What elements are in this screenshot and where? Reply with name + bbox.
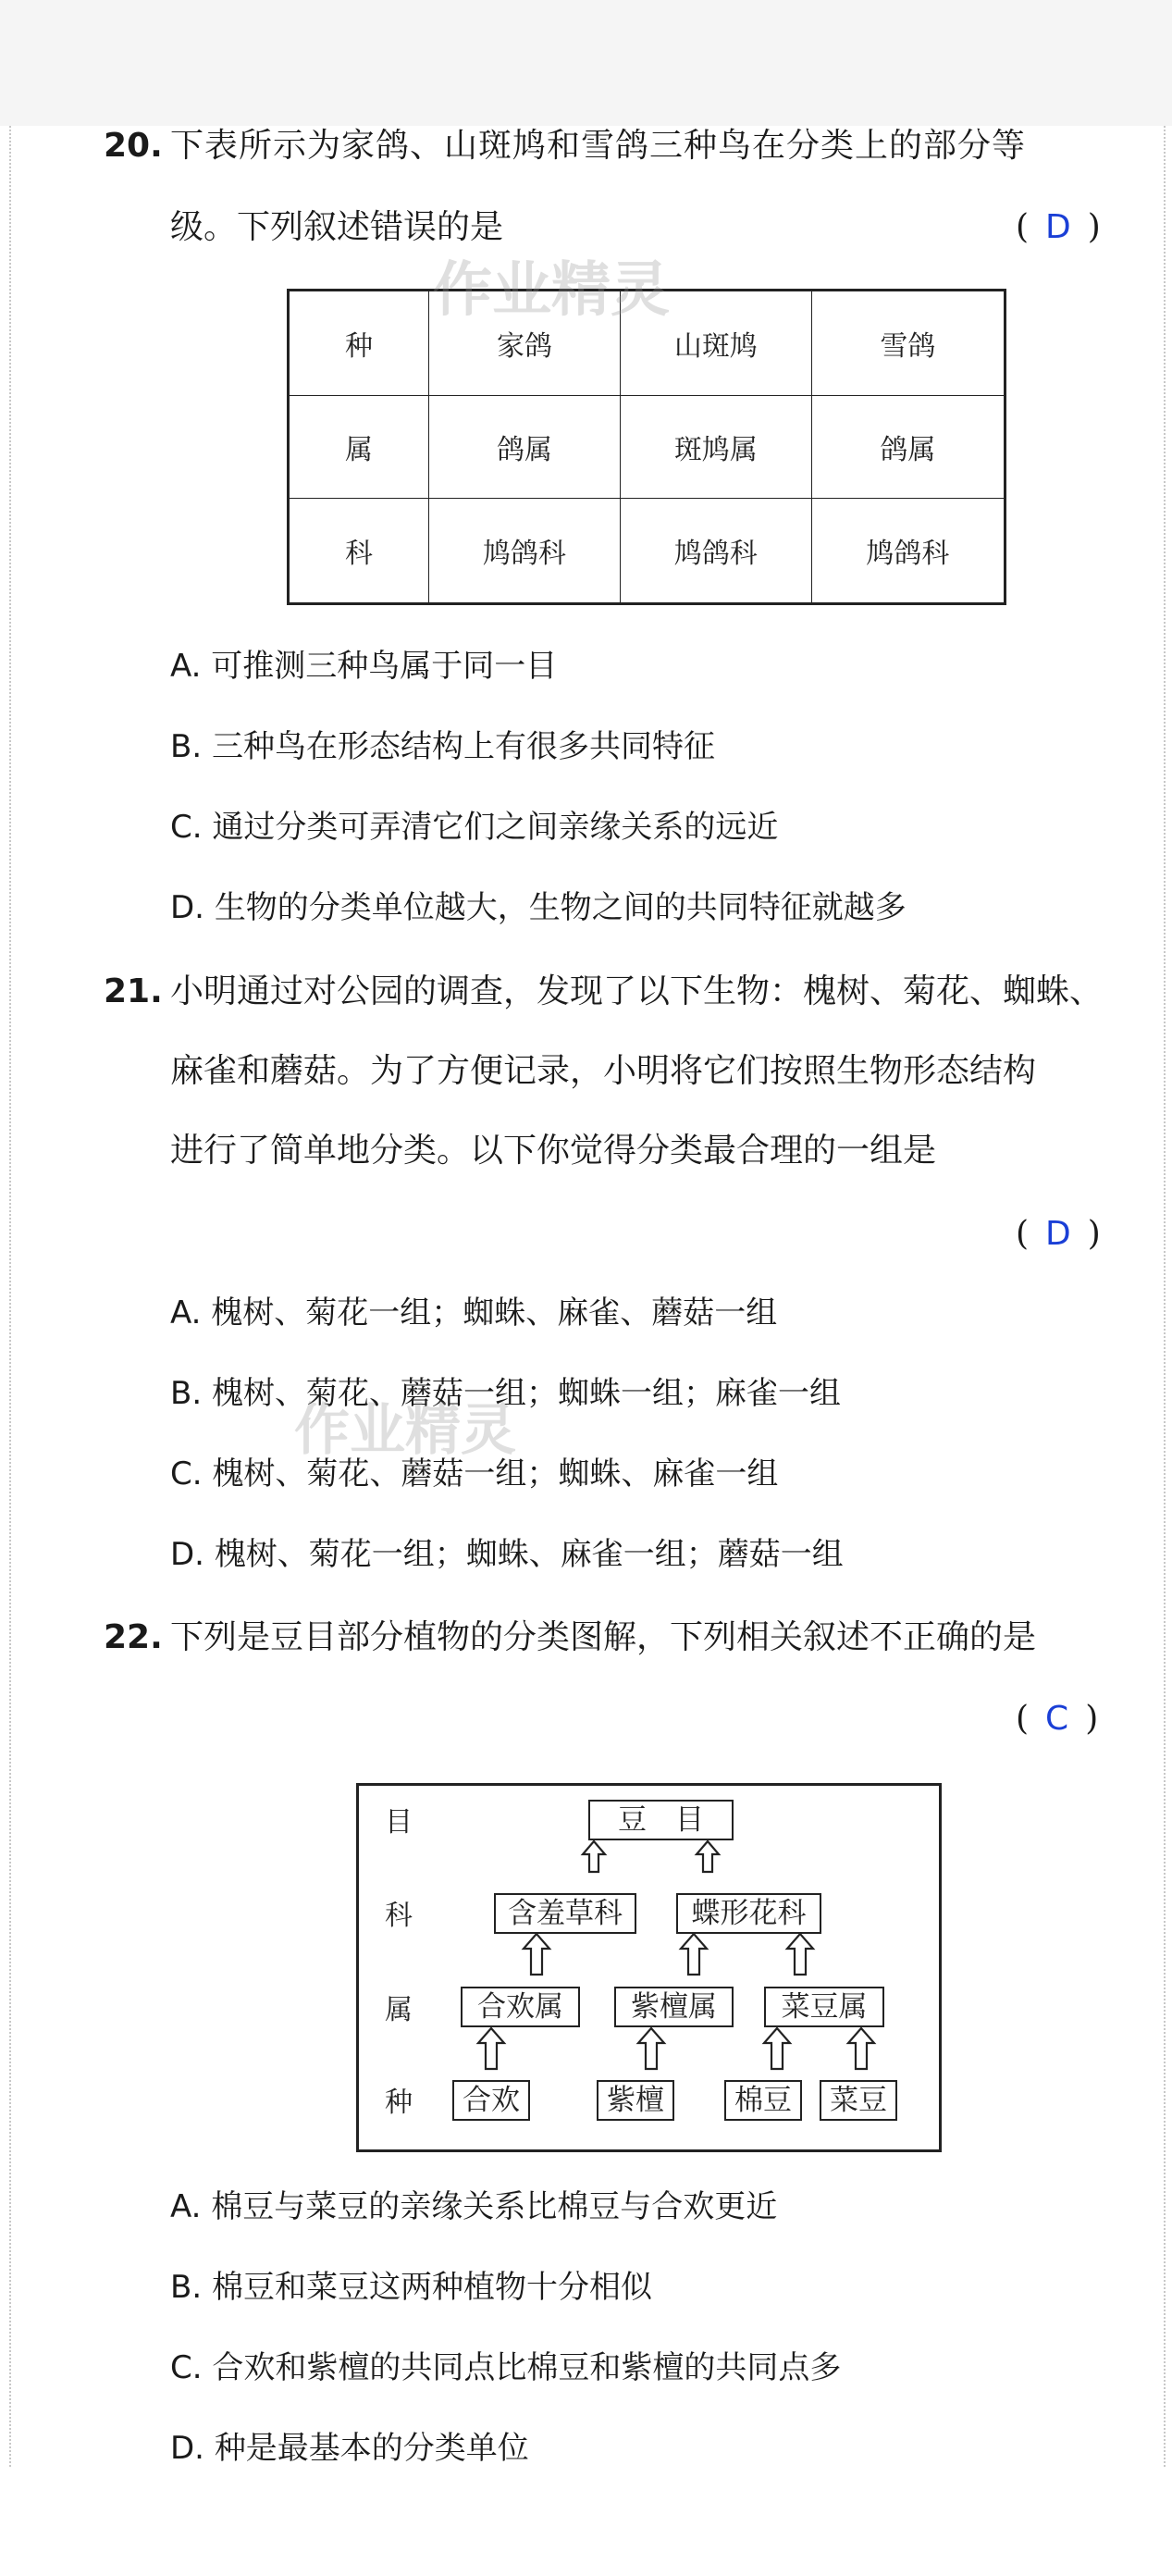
right-margin-line [1164,126,1166,2467]
up-arrow-icon [478,2028,504,2069]
table-cell: 鸠鸽科 [429,499,621,604]
q22-answer-open: ( [1016,1700,1030,1738]
option-text: 槐树、菊花、蘑菇一组；蜘蛛、麻雀一组 [212,1455,779,1492]
q20-answer-letter: D [1045,208,1071,246]
q22-answer-letter: C [1045,1700,1069,1738]
level-label-species: 种 [385,2087,413,2119]
table-cell: 家鸽 [429,291,621,396]
q21-answer-close: ) [1087,1215,1101,1253]
option-text: 槐树、菊花一组；蜘蛛、麻雀、蘑菇一组 [211,1294,778,1331]
q22-number: 22. [104,1618,163,1656]
node-species: 菜豆 [820,2080,897,2121]
q20-stem-line1: 下表所示为家鸽、山斑鸠和雪鸽三种鸟在分类上的部分等 [170,127,1027,165]
q22-option-b [170,2268,652,2307]
up-arrow-icon [764,2028,790,2069]
q21-answer-open: ( [1016,1215,1030,1253]
q21-answer [1016,1214,1101,1255]
q20-stem-line2: 级。下列叙述错误的是 [170,208,504,246]
q22-answer-close: ) [1085,1700,1099,1738]
table-cell: 种 [289,291,429,396]
option-text: 生物的分类单位越大，生物之间的共同特征就越多 [214,889,907,926]
node-family: 蝶形花科 [676,1893,821,1934]
up-arrow-icon [848,2028,874,2069]
table-cell: 鸠鸽科 [811,499,1005,604]
q22-option-c [170,2348,841,2387]
node-genus: 紫檀属 [614,1987,734,2027]
option-text: 槐树、菊花一组；蜘蛛、麻雀一组；蘑菇一组 [214,1536,844,1573]
option-label: D. [170,2430,204,2467]
table-cell: 斑鸠属 [620,395,811,498]
q21-number: 21. [104,972,163,1010]
level-label-order: 目 [385,1806,413,1839]
option-text: 棉豆和菜豆这两种植物十分相似 [211,2269,652,2306]
q22-stem-line1: 下列是豆目部分植物的分类图解，下列相关叙述不正确的是 [170,1618,1037,1656]
level-label-genus: 属 [385,1994,413,2026]
q20-answer [1016,207,1101,248]
q22-option-d [170,2429,529,2468]
option-label: D. [170,1536,204,1573]
option-label: B. [170,2269,203,2306]
option-label: C. [170,1455,203,1492]
option-text: 通过分类可弄清它们之间亲缘关系的远近 [212,809,779,846]
table-cell: 雪鸽 [811,291,1005,396]
q20-answer-close: ) [1087,208,1101,246]
table-row [289,499,1005,604]
left-margin-line [9,126,11,2467]
q21-option-d [170,1535,844,1574]
option-text: 槐树、菊花、蘑菇一组；蜘蛛一组；麻雀一组 [211,1375,841,1412]
watermark: 作业精灵 [433,256,670,325]
node-family: 含羞草科 [494,1893,636,1934]
up-arrow-icon [681,1934,707,1975]
option-label: C. [170,2349,203,2386]
q20-option-c [170,808,778,847]
watermark: 作业精灵 [294,1398,516,1463]
q21-stem-line2: 麻雀和蘑菇。为了方便记录，小明将它们按照生物形态结构 [170,1052,1037,1090]
q20-option-d [170,888,907,927]
table-cell: 鸽属 [811,395,1005,498]
top-margin [0,0,1172,126]
table-cell: 鸠鸽科 [620,499,811,604]
q20-answer-open: ( [1016,208,1030,246]
node-species: 棉豆 [724,2080,802,2121]
node-species: 紫檀 [597,2080,674,2121]
q22-option-a [170,2187,777,2226]
option-text: 合欢和紫檀的共同点比棉豆和紫檀的共同点多 [212,2349,842,2386]
q22-classification-diagram [356,1783,942,2152]
option-text: 三种鸟在形态结构上有很多共同特征 [211,728,715,765]
node-order: 豆 目 [588,1800,734,1840]
option-label: D. [170,889,204,926]
up-arrow-icon [583,1841,605,1872]
table-row [289,395,1005,498]
q20-option-a [170,647,557,686]
option-label: A. [170,2188,202,2225]
q21-option-a [170,1294,777,1332]
node-genus: 菜豆属 [764,1987,884,2027]
q22-answer [1016,1699,1098,1740]
up-arrow-icon [524,1934,549,1975]
q21-answer-letter: D [1045,1215,1071,1253]
option-text: 种是最基本的分类单位 [214,2430,529,2467]
q21-stem-line1: 小明通过对公园的调查，发现了以下生物：槐树、菊花、蜘蛛、 [170,972,1104,1010]
q20-number: 20. [104,127,163,165]
node-species: 合欢 [452,2080,530,2121]
option-label: A. [170,648,202,685]
up-arrow-icon [787,1934,813,1975]
table-cell: 山斑鸠 [620,291,811,396]
up-arrow-icon [638,2028,664,2069]
option-label: C. [170,809,203,846]
q20-classification-table [287,289,1006,605]
table-cell: 鸽属 [429,395,621,498]
option-label: B. [170,728,203,765]
option-label: A. [170,1294,202,1331]
up-arrow-icon [697,1841,719,1872]
level-label-family: 科 [385,1900,413,1932]
option-text: 棉豆与菜豆的亲缘关系比棉豆与合欢更近 [211,2188,778,2225]
table-cell: 属 [289,395,429,498]
table-cell: 科 [289,499,429,604]
q20-option-b [170,727,715,766]
option-text: 可推测三种鸟属于同一目 [211,648,558,685]
q21-stem-line3: 进行了简单地分类。以下你觉得分类最合理的一组是 [170,1132,937,1170]
node-genus: 合欢属 [461,1987,580,2027]
option-label: B. [170,1375,203,1412]
